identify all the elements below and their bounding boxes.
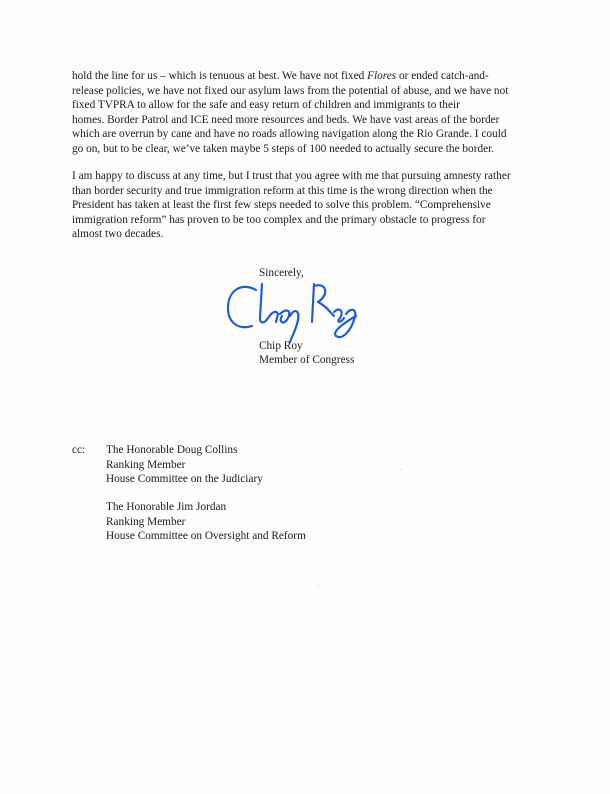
scan-speck bbox=[318, 585, 319, 586]
cc-label: cc: bbox=[72, 444, 86, 456]
cc-recipient-role: Ranking Member bbox=[106, 515, 186, 528]
scan-speck bbox=[401, 469, 402, 470]
signer-title: Member of Congress bbox=[259, 354, 355, 366]
paragraph-line: than border security and true immigration reform at this time is the wrong direction when the bbox=[72, 184, 493, 197]
body-paragraph-1 bbox=[72, 69, 542, 157]
paragraph-line: hold the line for us – which is tenuous at best. We have not fixed Flores or ended catch-and- bbox=[72, 70, 489, 82]
paragraph-line: which are overrun by cane and have no roads allowing navigation along the Rio Grande. I could bbox=[72, 128, 507, 141]
cc-recipient-committee: House Committee on Oversight and Reform bbox=[106, 530, 306, 543]
cc-recipient bbox=[106, 500, 306, 544]
paragraph-line: release policies, we have not fixed our asylum laws from the potential of abuse, and we have not bbox=[72, 84, 509, 97]
italic-case-name: Flores bbox=[367, 70, 397, 82]
paragraph-line: immigration reform” has proven to be too complex and the primary obstacle to progress for bbox=[72, 213, 486, 226]
cc-recipient-name: The Honorable Doug Collins bbox=[106, 444, 238, 456]
paragraph-line: fixed TVPRA to allow for the safe and easy return of children and immigrants to their bbox=[72, 99, 460, 112]
signature-strokes bbox=[228, 284, 356, 342]
paragraph-line: homes. Border Patrol and ICE need more resources and beds. We have vast areas of the border bbox=[72, 113, 500, 126]
cc-recipient bbox=[106, 443, 263, 487]
body-paragraph-2 bbox=[72, 169, 542, 242]
paragraph-line: I am happy to discuss at any time, but I trust that you agree with me that pursuing amnesty rather bbox=[72, 170, 511, 182]
cc-recipient-role: Ranking Member bbox=[106, 458, 186, 471]
paragraph-line: go on, but to be clear, we’ve taken maybe 5 steps of 100 needed to actually secure the border. bbox=[72, 142, 495, 155]
cc-recipient-committee: House Committee on the Judiciary bbox=[106, 473, 263, 486]
paragraph-line: President has taken at least the first few steps needed to solve this problem. “Comprehensive bbox=[72, 199, 491, 212]
signer-name: Chip Roy bbox=[259, 340, 303, 352]
closing-salutation: Sincerely, bbox=[259, 267, 304, 279]
cc-recipient-name: The Honorable Jim Jordan bbox=[106, 501, 227, 513]
paragraph-line: almost two decades. bbox=[72, 228, 164, 241]
